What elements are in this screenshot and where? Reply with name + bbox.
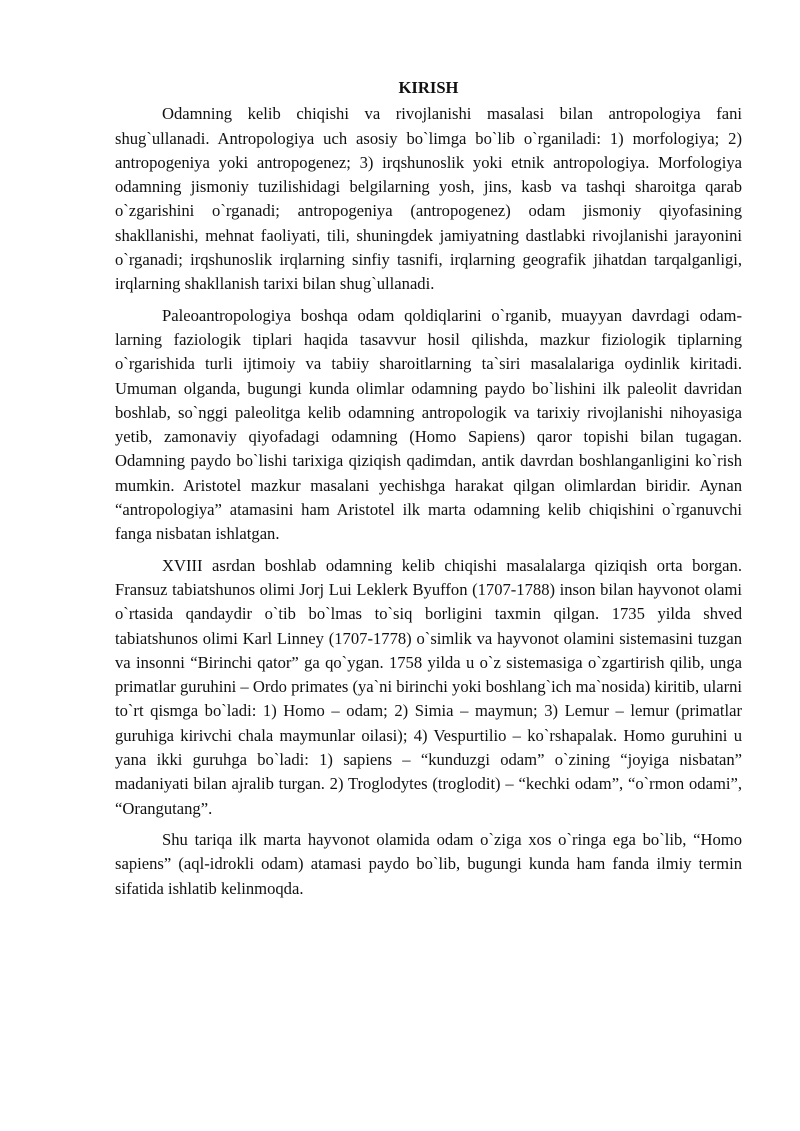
paragraph-2: Paleoantropologiya boshqa odam qoldiqlarini o`rganib, muayyan davrdagi odam-larning faziologik tiplari haqida tasavvur hosil qilishda, mazkur fiziologik tiplarning o`rgarishida turli ijtimoiy va tabiiy sharoitlarning ta`siri masalalariga oydinlik kiritadi. Umuman olganda, bugungi kunda olimlar odamning paydo bo`lishini ilk paleolit davridan boshlab, so`nggi paleolitga kelib odamning antropologik va tarixiy rivojlanishi nihoyasiga yetib, zamonaviy qiyofadagi odamning (Homo Sapiens) qaror topishi bilan tugagan. Odamning paydo bo`lishi tarixiga qiziqish qadimdan, antik davrdan boshlanganligini ko`rish mumkin. Aristotel mazkur masalani yechishga harakat qilgan olimlardan biridir. Aynan “antropologiya” atamasini ham Aristotel ilk marta odamning kelib chiqishini o`rganuvchi fanga nisbatan ishlatgan. [115,305,742,544]
document-title: KIRISH [398,78,459,97]
document-page [115,76,742,908]
paragraph-1: Odamning kelib chiqishi va rivojlanishi masalasi bilan antropologiya fani shug`ullanadi. Antropologiya uch asosiy bo`limga bo`lib o`rganiladi: 1) morfologiya; 2) antropogeniya yoki antropogenez; 3) irqshunoslik yoki etnik antropologiya. Morfologiya odamning jismoniy tuzilishidagi belgilarning yosh, jins, kasb va tashqi sharoitga qarab o`zgarishini o`rganadi; antropogeniya (antropogenez) odam jismoniy qiyofasining shakllanishi, mehnat faoliyati, tili, shuningdek jamiyatning dastlabki rivojlanishi jarayonini o`rganadi; irqshunoslik irqlarning sinfiy tasnifi, irqlarning geografik jihatdan tarqalganligi, irqlarning shakllanish tarixi bilan shug`ullanadi. [115,104,742,294]
paragraph-4: Shu tariqa ilk marta hayvonot olamida odam o`ziga xos o`ringa ega bo`lib, “Homo sapiens” (aql-idrokli odam) atamasi paydo bo`lib, bugungi kunda ham fanda ilmiy termin sifatida ishlatib kelinmoqda. [115,829,742,898]
paragraph-3: XVIII asrdan boshlab odamning kelib chiqishi masalalarga qiziqish orta borgan. Fransuz tabiatshunos olimi Jorj Lui Leklerk Byuffon (1707-1788) inson bilan hayvonot olami o`rtasida qandaydir o`tib bo`lmas to`siq borligini taxmin qilgan. 1735 yilda shved tabiatshunos olimi Karl Linney (1707-1778) o`simlik va hayvonot olamini sistemasini tuzgan va insonni “Birinchi qator” ga qo`ygan. 1758 yilda u o`z sistemasiga o`zgartirish qilib, unga primatlar guruhini – Ordo primates (ya`ni birinchi yoki boshlang`ich ma`nosida) kiritib, ularni to`rt qismga bo`ladi: 1) Homo – odam; 2) Simia – maymun; 3) Lemur – lemur (primatlar guruhiga kirivchi chala maymunlar oilasi); 4) Vespurtilio – ko`rshapalak. Homo guruhini u yana ikki guruhga bo`ladi: 1) sapiens – “kunduzgi odam” o`zining “joyiga nisbatan” madaniyati bilan ajralib turgan. 2) Troglodytes (troglodit) – “kechki odam”, “o`rmon odami”, “Orangutang”. [115,555,742,818]
